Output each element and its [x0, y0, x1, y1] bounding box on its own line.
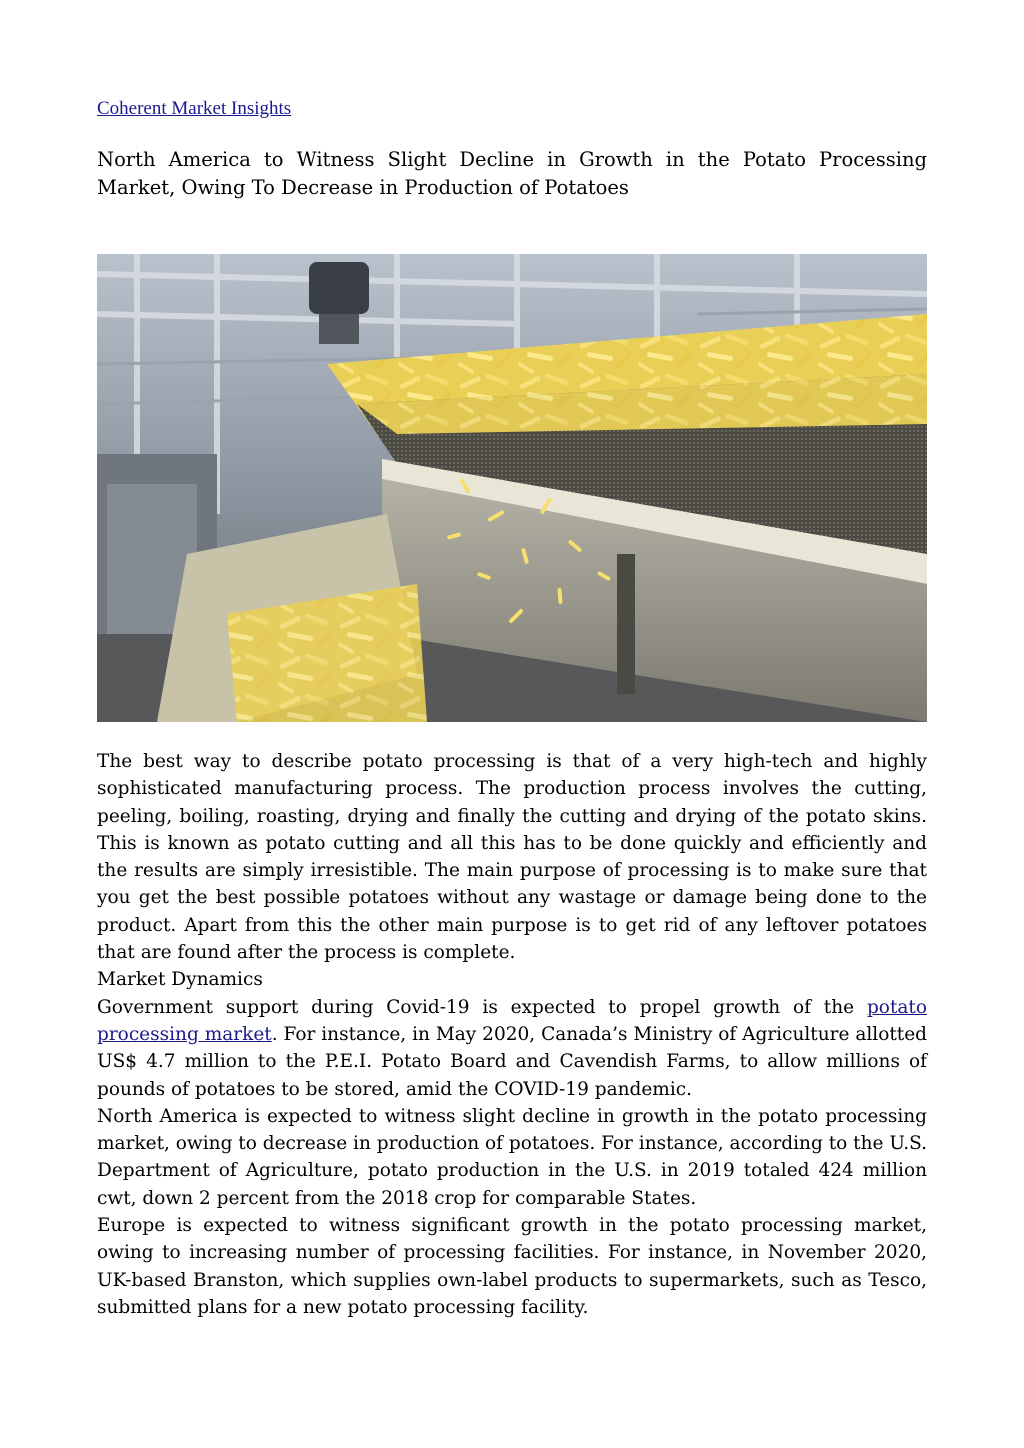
para1-text-end: . For instance, in May 2020, Canada’s Ministry of Agriculture allotted US$ 4.7 million to the P.E.I. Potato Board and Cavendish Farms, to allow millions of pounds of potatoes to be stored, amid the COVID-19 pandemic.: [97, 1023, 927, 1100]
potato-processing-market-link[interactable]: potato processing market: [97, 996, 927, 1045]
government-support-paragraph: [97, 994, 927, 1103]
article-photo: [97, 254, 927, 722]
section-heading: Market Dynamics: [97, 969, 263, 991]
article-body: [97, 748, 927, 1321]
para1-text-start: Government support during Covid-19 is expected to propel growth of the: [97, 996, 867, 1018]
intro-paragraph: The best way to describe potato processing is that of a very high-tech and highly sophisticated manufacturing process. The production process involves the cutting, peeling, boiling, roasting, drying and finally the cutting and drying of the potato skins. This is known as potato cutting and all this has to be done quickly and efficiently and the results are simply irresistible. The main purpose of processing is to make sure that you get the best possible potatoes without any wastage or damage being done to the product. Apart from this the other main purpose is to get rid of any leftover potatoes that are found after the process is complete.: [97, 751, 927, 964]
source-link[interactable]: Coherent Market Insights: [97, 98, 292, 119]
north-america-paragraph: North America is expected to witness slight decline in growth in the potato processing market, owing to decrease in production of potatoes. For instance, according to the U.S. Department of Agriculture, potato production in the U.S. in 2019 totaled 424 million cwt, down 2 percent from the 2018 crop for comparable States.: [97, 1105, 927, 1209]
article-title: North America to Witness Slight Decline in Growth in the Potato Processing Market, Owing To Decrease in Production of Potatoes: [97, 148, 927, 199]
europe-paragraph: Europe is expected to witness significant growth in the potato processing market, owing to increasing number of processing facilities. For instance, in November 2020, UK-based Branston, which supplies own-label products to supermarkets, such as Tesco, submitted plans for a new potato processing facility.: [97, 1215, 927, 1318]
